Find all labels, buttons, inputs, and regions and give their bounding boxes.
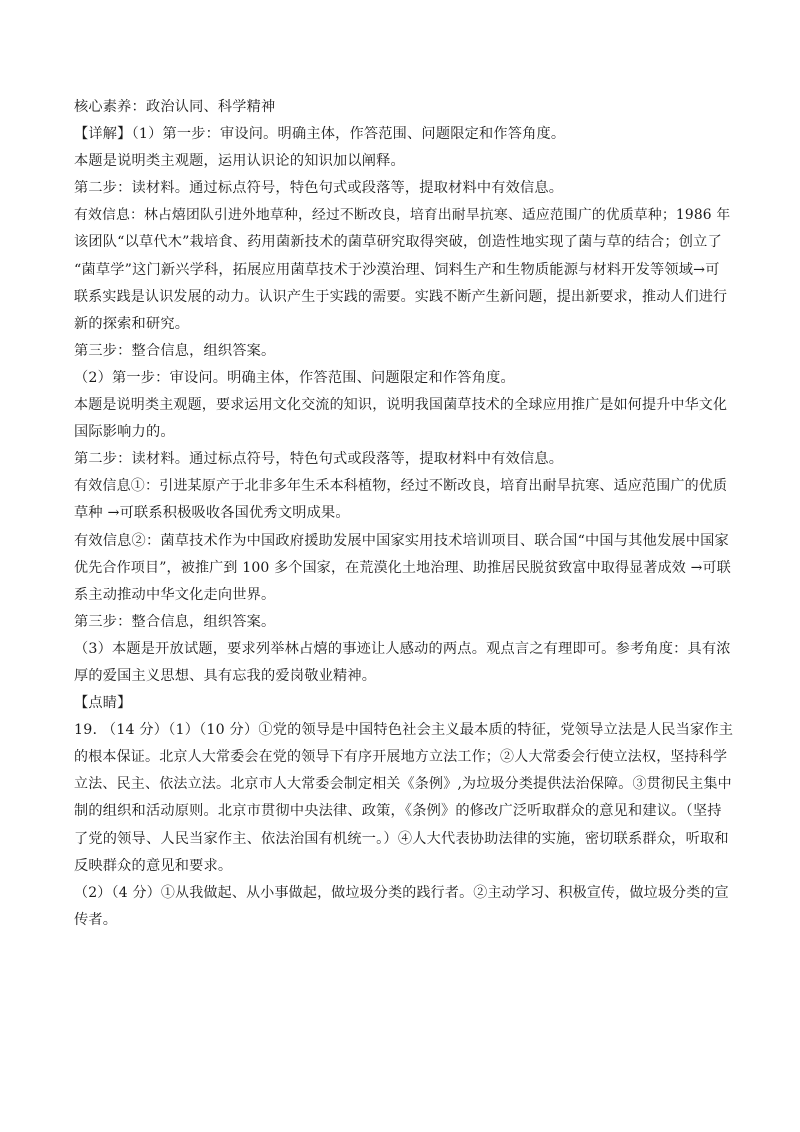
text-line: 有效信息①：引进某原产于北非多年生禾本科植物，经过不断改良，培育出耐旱抗寒、适应范围广的优质 [74,478,728,495]
text-line: 本题是说明类主观题，要求运用文化交流的知识，说明我国菌草技术的全球应用推广是如何提升中华文化 [74,397,728,414]
text-line: （2）第一步：审设问。明确主体，作答范围、问题限定和作答角度。 [74,369,515,386]
document-body [74,94,734,934]
text-line: 联系实践是认识发展的动力。认识产生于实践的需要。实践不断产生新问题，提出新要求，推动人们进行 [74,288,728,305]
text-line: 【详解】（1）第一步：审设问。明确主体，作答范围、问题限定和作答角度。 [74,126,566,143]
text-line: 核心素养：政治认同、科学精神 [74,99,276,115]
text-line: 系主动推动中华文化走向世界。 [74,586,276,603]
text-line: （2）（4 分）①从我做起、从小事做起，做垃圾分类的践行者。②主动学习、积极宣传，做垃圾分类的宣 [74,884,729,901]
section-heading: 【点睛】 [74,695,132,712]
text-line: 有效信息：林占熺团队引进外地草种，经过不断改良，培育出耐旱抗寒、适应范围广的优质草种；1986 年 [74,207,731,224]
text-line: 该团队“以草代木”栽培食、药用菌新技术的菌草研究取得突破，创造性地实现了菌与草的结合；创立了 [74,234,722,251]
text-line: 的根本保证。北京人大常委会在党的领导下有序开展地方立法工作；②人大常委会行使立法权，坚持科学 [74,749,728,766]
text-line: 制的组织和活动原则。北京市贯彻中央法律、政策，《条例》的修改广泛听取群众的意见和建议。（坚持 [74,803,722,820]
text-line: “菌草学”这门新兴学科，拓展应用菌草技术于沙漠治理、饲料生产和生物质能源与材料开发等领域→可 [74,261,720,278]
text-line: 草种 →可联系积极吸收各国优秀文明成果。 [74,505,350,522]
text-line: 第二步：读材料。通过标点符号，特色句式或段落等，提取材料中有效信息。 [74,451,564,468]
text-line: 反映群众的意见和要求。 [74,857,233,874]
text-line: 第三步：整合信息，组织答案。 [74,613,276,630]
text-line: 传者。 [74,911,118,928]
text-line: 第三步：整合信息，组织答案。 [74,342,276,359]
text-line: 19. （14 分）（1）（10 分）①党的领导是中国特色社会主义最本质的特征，党领导立法是人民当家作主 [74,722,734,739]
text-line: 有效信息②：菌草技术作为中国政府援助发展中国家实用技术培训项目、联合国“中国与其他发展中国家 [74,532,729,549]
text-line: 了党的领导、人民当家作主、依法治国有机统一。）④人大代表协助法律的实施，密切联系群众，听取和 [74,830,729,847]
text-line: 优先合作项目”，被推广到 100 多个国家，在荒漠化土地治理、助推居民脱贫致富中取得显著成效 →可联 [74,559,731,576]
text-line: 立法、民主、依法立法。北京市人大常委会制定相关《条例》,为垃圾分类提供法治保障。③贯彻民主集中 [74,776,732,793]
text-line: 本题是说明类主观题，运用认识论的知识加以阐释。 [74,153,405,170]
text-line: 国际影响力的。 [74,424,175,441]
text-line: 新的探索和研究。 [74,315,190,332]
text-line: 厚的爱国主义思想、具有忘我的爱岗敬业精神。 [74,667,377,684]
text-line: 第二步：读材料。通过标点符号，特色句式或段落等，提取材料中有效信息。 [74,180,564,197]
text-line: （3）本题是开放试题，要求列举林占熺的事迹让人感动的两点。观点言之有理即可。参考角度：具有浓 [74,640,731,657]
